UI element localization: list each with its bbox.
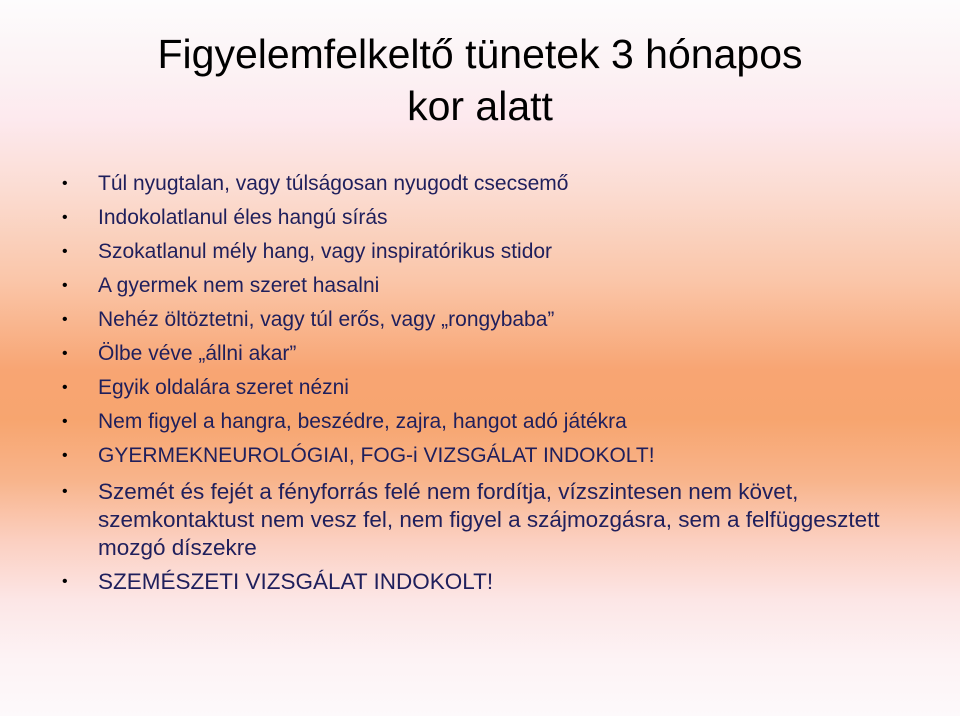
bullet-dot-icon: • xyxy=(62,573,68,590)
bullet-text: Túl nyugtalan, vagy túlságosan nyugodt csecsemő xyxy=(98,172,569,195)
bullet-dot-icon: • xyxy=(62,483,68,500)
bullet-text: SZEMÉSZETI VIZSGÁLAT INDOKOLT! xyxy=(98,569,494,594)
bullet-text: Nem figyel a hangra, beszédre, zajra, hangot adó játékra xyxy=(98,410,627,433)
bullet-dot-icon: • xyxy=(62,175,68,192)
bullet-item xyxy=(62,172,942,197)
bullet-item xyxy=(62,206,942,231)
slide-title-line-2: kor alatt xyxy=(407,83,553,129)
bullet-dot-icon: • xyxy=(62,413,68,430)
bullet-text: Szokatlanul mély hang, vagy inspiratórikus stidor xyxy=(98,240,553,263)
bullet-text: Indokolatlanul éles hangú sírás xyxy=(98,206,388,229)
bullet-item xyxy=(62,568,942,596)
bullet-item xyxy=(62,410,942,435)
bullet-item xyxy=(62,308,942,333)
slide-title xyxy=(0,28,960,132)
bullet-item xyxy=(62,444,942,469)
bullet-dot-icon: • xyxy=(62,311,68,328)
bullet-dot-icon: • xyxy=(62,243,68,260)
bullet-dot-icon: • xyxy=(62,277,68,294)
bullet-dot-icon: • xyxy=(62,345,68,362)
bullet-item xyxy=(62,478,942,562)
bullet-text: Ölbe véve „állni akar” xyxy=(98,342,297,365)
bullet-item xyxy=(62,342,942,367)
slide-title-line-1: Figyelemfelkeltő tünetek 3 hónapos xyxy=(157,31,803,77)
bullet-dot-icon: • xyxy=(62,447,68,464)
bullet-text: A gyermek nem szeret hasalni xyxy=(98,274,380,297)
bullet-list xyxy=(62,172,942,602)
bullet-item xyxy=(62,376,942,401)
bullet-item xyxy=(62,240,942,265)
bullet-text: Nehéz öltöztetni, vagy túl erős, vagy „rongybaba” xyxy=(98,308,555,331)
bullet-dot-icon: • xyxy=(62,209,68,226)
bullet-text: Szemét és fejét a fényforrás felé nem fordítja, vízszintesen nem követ, szemkontaktust nem vesz fel, nem figyel a szájmozgásra, sem a felfüggesztett mozgó díszekre xyxy=(98,479,880,560)
bullet-text: GYERMEKNEUROLÓGIAI, FOG-i VIZSGÁLAT INDOKOLT! xyxy=(98,444,655,467)
bullet-text: Egyik oldalára szeret nézni xyxy=(98,376,349,399)
bullet-item xyxy=(62,274,942,299)
bullet-dot-icon: • xyxy=(62,379,68,396)
